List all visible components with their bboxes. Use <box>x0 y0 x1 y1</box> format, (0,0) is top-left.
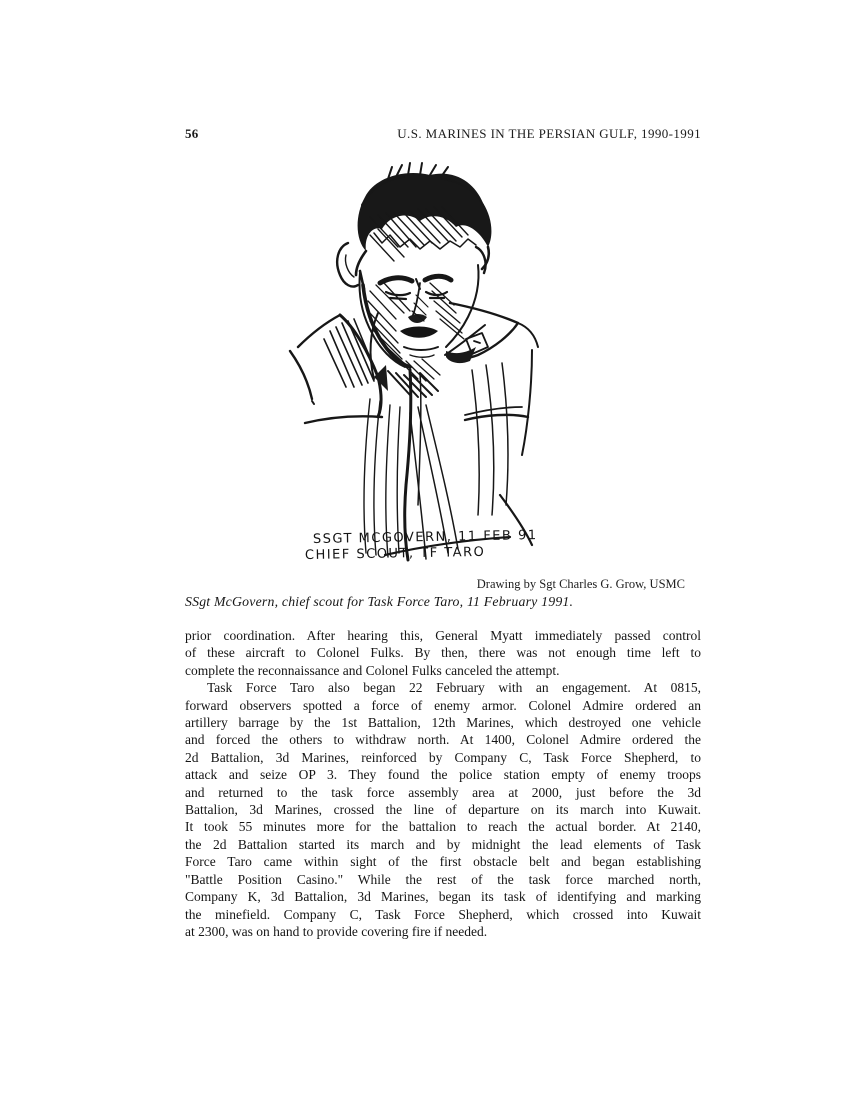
body-text-line: the minefield. Company C, Task Force Shepherd, which crossed into Kuwait <box>185 906 701 922</box>
body-text-line: Company K, 3d Battalion, 3d Marines, began its task of identifying and marking <box>185 889 701 905</box>
sketch-inscription-line2: CHIEF SCOUT, TF TARO <box>304 544 486 563</box>
body-text-line: complete the reconnaissance and Colonel Fulks canceled the attempt. <box>185 662 560 678</box>
body-text-line: It took 55 minutes more for the battalion to reach the actual border. At 2140, <box>185 819 701 835</box>
sketch-inscription <box>305 528 538 563</box>
body-text-line: at 2300, was on hand to provide covering fire if needed. <box>185 923 488 939</box>
body-text-line: the 2d Battalion started its march and by midnight the lead elements of Task <box>185 836 701 852</box>
sketch-inscription-line1: SSGT MCGOVERN, 11 FEB 91 <box>312 528 538 547</box>
figure-credit: Drawing by Sgt Charles G. Grow, USMC <box>476 577 685 591</box>
body-text-line: forward observers spotted a force of enemy armor. Colonel Admire ordered an <box>185 697 701 713</box>
figure-portrait-sketch <box>270 155 570 575</box>
body-text-line: of these aircraft to Colonel Fulks. By then, there was not enough time left to <box>185 645 701 661</box>
body-text-line: attack and seize OP 3. They found the police station empty of enemy troops <box>185 767 701 783</box>
portrait-sketch-illustration <box>270 155 570 575</box>
page-number: 56 <box>185 126 199 141</box>
running-head <box>185 126 701 142</box>
body-text <box>185 627 701 940</box>
body-text-line: Task Force Taro also began 22 February with an engagement. At 0815, <box>207 680 701 696</box>
running-title: U.S. MARINES IN THE PERSIAN GULF, 1990-1991 <box>397 126 701 141</box>
body-text-line: "Battle Position Casino." While the rest of the task force marched north, <box>185 871 701 887</box>
body-text-line: artillery barrage by the 1st Battalion, 12th Marines, which destroyed one vehicle <box>185 715 701 731</box>
body-text-line: 2d Battalion, 3d Marines, reinforced by Company C, Task Force Shepherd, to <box>185 749 701 765</box>
body-text-line: Force Taro came within sight of the first obstacle belt and began establishing <box>185 854 701 870</box>
body-text-line: prior coordination. After hearing this, General Myatt immediately passed control <box>185 628 701 643</box>
body-text-line: Battalion, 3d Marines, crossed the line of departure on its march into Kuwait. <box>185 802 701 818</box>
body-text-line: and forced the others to withdraw north. At 1400, Colonel Admire ordered the <box>185 732 701 748</box>
figure-caption: SSgt McGovern, chief scout for Task Force Taro, 11 February 1991. <box>185 594 574 609</box>
body-text-line: and returned to the task force assembly area at 2000, just before the 3d <box>185 784 701 800</box>
sketch-shirt <box>290 303 538 560</box>
